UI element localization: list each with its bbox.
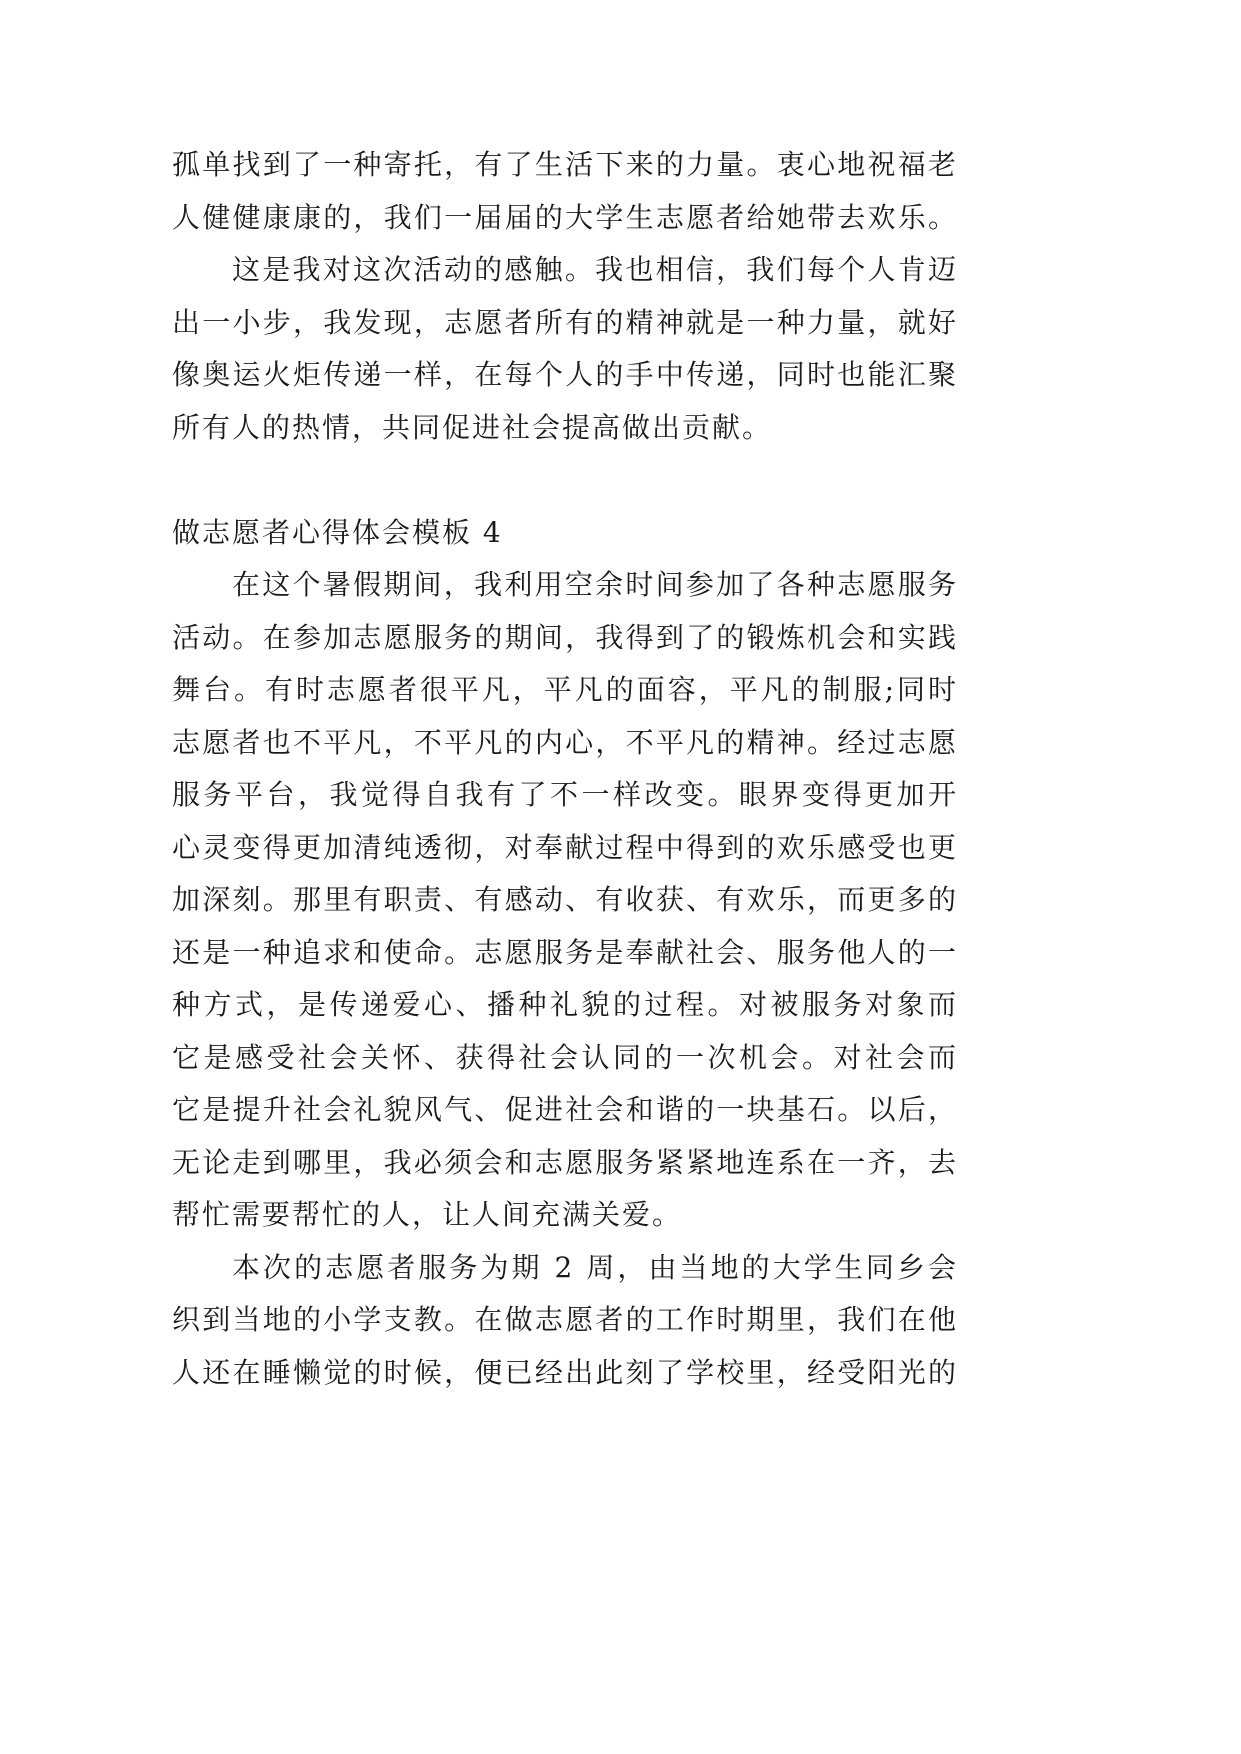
paragraph-line: 还是一种追求和使命。志愿服务是奉献社会、服务他人的一 bbox=[172, 935, 958, 969]
paragraph-line: 它是提升社会礼貌风气、促进社会和谐的一块基石。以后， bbox=[172, 1093, 958, 1126]
paragraph-line: 在这个暑假期间，我利用空余时间参加了各种志愿服务 bbox=[232, 568, 958, 601]
paragraph-line: 服务平台，我觉得自我有了不一样改变。眼界变得更加开 bbox=[172, 778, 958, 811]
paragraph-line: 孤单找到了一种寄托，有了生活下来的力量。衷心地祝福老 bbox=[172, 148, 958, 181]
paragraph-line: 人还在睡懒觉的时候，便已经出此刻了学校里，经受阳光的 bbox=[172, 1355, 958, 1389]
paragraph bbox=[172, 559, 958, 1242]
document-body bbox=[172, 139, 958, 1399]
paragraph-line: 无论走到哪里，我必须会和志愿服务紧紧地连系在一齐，去 bbox=[172, 1145, 958, 1179]
paragraph-line: 帮忙需要帮忙的人，让人间充满关爱。 bbox=[172, 1198, 683, 1231]
paragraph-line: 活动。在参加志愿服务的期间，我得到了的锻炼机会和实践 bbox=[172, 620, 958, 654]
paragraph-line: 像奥运火炬传递一样，在每个人的手中传递，同时也能汇聚 bbox=[172, 358, 958, 391]
paragraph-line: 织到当地的小学支教。在做志愿者的工作时期里，我们在他 bbox=[172, 1303, 958, 1336]
paragraph-line: 种方式，是传递爱心、播种礼貌的过程。对被服务对象而 bbox=[172, 988, 958, 1021]
paragraph-line: 出一小步，我发现，志愿者所有的精神就是一种力量，就好 bbox=[172, 305, 958, 339]
paragraph-line: 本次的志愿者服务为期 2 周，由当地的大学生同乡会 bbox=[232, 1250, 958, 1284]
paragraph-line: 心灵变得更加清纯透彻，对奉献过程中得到的欢乐感受也更 bbox=[172, 830, 958, 864]
paragraph bbox=[172, 139, 958, 244]
paragraph-line: 它是感受社会关怀、获得社会认同的一次机会。对社会而 bbox=[172, 1040, 958, 1074]
paragraph-line: 加深刻。那里有职责、有感动、有收获、有欢乐，而更多的 bbox=[172, 883, 958, 916]
paragraph-line: 志愿者也不平凡，不平凡的内心，不平凡的精神。经过志愿 bbox=[172, 725, 958, 759]
section-heading: 做志愿者心得体会模板 4 bbox=[172, 515, 503, 549]
paragraph-line: 舞台。有时志愿者很平凡，平凡的面容，平凡的制服;同时 bbox=[172, 673, 958, 706]
paragraph-line: 所有人的热情，共同促进社会提高做出贡献。 bbox=[172, 410, 773, 444]
paragraph-line: 这是我对这次活动的感触。我也相信，我们每个人肯迈 bbox=[232, 253, 958, 286]
paragraph bbox=[172, 1242, 958, 1400]
blank-line bbox=[172, 454, 958, 507]
paragraph-line: 人健健康康的，我们一届届的大学生志愿者给她带去欢乐。 bbox=[172, 200, 958, 234]
paragraph bbox=[172, 244, 958, 454]
